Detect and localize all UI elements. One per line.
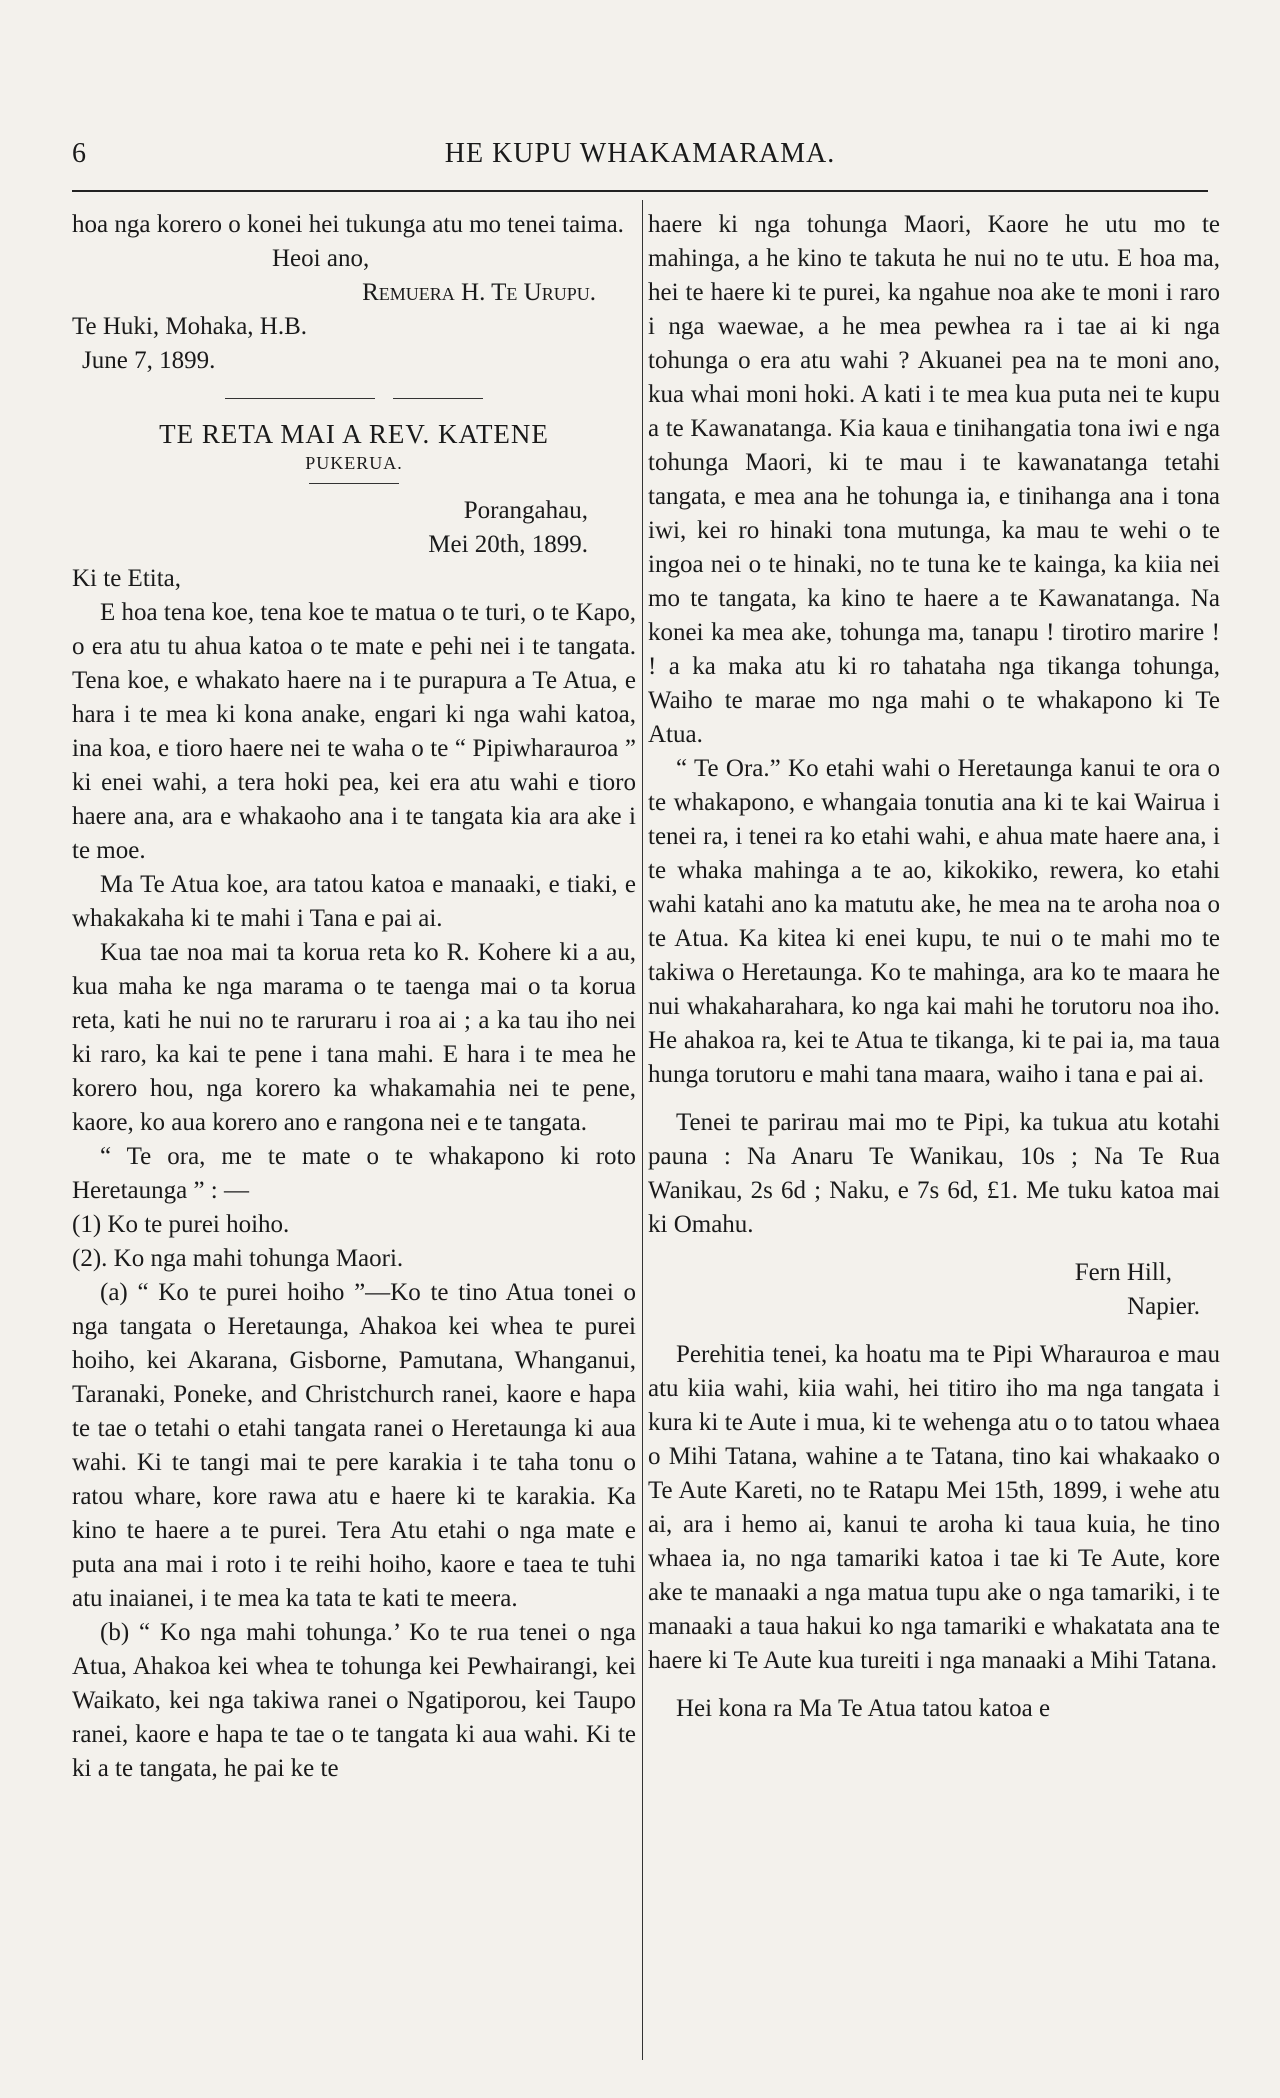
right-column <box>648 208 1220 1726</box>
sign-name: Remuera H. Te Urupu. <box>362 279 596 306</box>
paragraph: E hoa tena koe, tena koe te matua o te turi, o te Kapo, o era atu tu ahua katoa o te mate e pehi nei i te tangata. Tena koe, e whakato haere na i te purapura a Te Atua, e hara i te mea ki kona anake, engari ki nga wahi katoa, ina koa, e tioro haere nei te waha o te “ Pipiwharauroa ” ki enei wahi, a tera hoki pea, kei era atu wahi e tioro haere ana, ara e whakaoho ana i te tangata kia ara ake i te moe. <box>72 599 636 864</box>
subtitle-rule <box>309 483 399 484</box>
sign-place: Te Huki, Mohaka, H.B. <box>72 313 308 340</box>
paragraph: Kua tae noa mai ta korua reta ko R. Kohere ki a au, kua maha ke nga marama o te taenga mai o ta korua reta, kati he nui no te raruraru i roa ai ; a ka tau iho nei ki raro, ka kai te pene i tana mahi. E hara i te mea he korero hou, nga korero ka whakamahia nei te pene, kaore, ko aua korero ano e rangona nei e te tangata. <box>72 939 636 1136</box>
paragraph: hoa nga korero o konei hei tukunga atu mo tenei taima. <box>72 211 624 238</box>
sign-date: June 7, 1899. <box>82 347 216 374</box>
sign-town: Napier. <box>1127 1293 1200 1320</box>
header-rule <box>72 190 1208 192</box>
paragraph: (b) “ Ko nga mahi tohunga.’ Ko te rua tenei o nga Atua, Ahakoa kei whea te tohunga kei Pewhairangi, kei Waikato, kei nga takiwa ranei o Ngatiporou, kei Taupo ranei, kaore e hapa te tae o te tangata ki aua wahi. Ki te ki a te tangata, he pai ke te <box>72 1619 636 1782</box>
page-number: 6 <box>72 138 86 169</box>
list-item: (1) Ko te purei hoiho. <box>72 1211 290 1238</box>
paragraph: haere ki nga tohunga Maori, Kaore he utu mo te mahinga, a he kino te takuta he nui no te utu. E hoa ma, hei te haere ki te purei, ka ngahue noa ake te moni i raro i nga waewae, a he mea pewhea ra i tae ai ki nga tohunga o era atu wahi ? Akuanei pea na te moni ano, kua whai moni hoki. A kati i te mea kua puta nei te kupu a te Kawanatanga. Kia kaua e tinihangatia tona iwi e nga tohunga Maori, ki te mau i te kawanatanga tetahi tangata, e mea ana he tohunga ia, e tinihanga ana i tona iwi, kei ro hinaki tona mutunga, ka mau te wehi o te ingoa nei o te hinaki, no te tuna ke te kainga, ka kiia nei mo te tangata, ka kino te haere a te Kawanatanga. Na konei ka mea ake, tohunga ma, tanapu ! tirotiro marire ! ! a ka maka atu ki ro tahataha nga tikanga tohunga, Waiho te marae mo nga mahi o te whakapono ki Te Atua. <box>648 211 1220 748</box>
paragraph: “ Te Ora.” Ko etahi wahi o Heretaunga kanui te ora o te whakapono, e whangaia tonutia ana ki te kai Wairua i tenei ra, i tenei ra ko etahi wahi, e ahua mate haere ana, i te whaka mahinga a te ao, kikokiko, rewera, ko etahi wahi katahi ano ka matutu ake, he mea na te aroha noa o te Atua. Ka kitea ki enei kupu, te nui o te mahi mo te takiwa o Heretaunga. Ko te mahinga, ara ko te maara he nui whakaharahara, ko nga kai mahi he torutoru noa iho. He ahakoa ra, kei te Atua te tikanga, ki te pai ia, ma taua hunga torutoru e mahi tana maara, waiho i tana e pai ai. <box>648 755 1220 1088</box>
paragraph: (a) “ Ko te purei hoiho ”—Ko te tino Atua tonei o nga tangata o Heretaunga, Ahakoa kei whea te purei hoiho, kei Akarana, Gisborne, Pamutana, Whanganui, Taranaki, Poneke, and Christchurch ranei, kaore e hapa te tae o tetahi o etahi tangata ranei o Heretaunga ki aua wahi. Ki te tangi mai te pere karakia i te taha tonu o ratou whare, kore rawa atu e haere ki te karakia. Ka kino te haere a te purei. Tera Atu etahi o nga mate e puta ana mai i roto i te reihi hoiho, kaore e taea te tuhi atu inaianei, i te mea ka tata te kati te meera. <box>72 1279 636 1612</box>
paragraph: Tenei te parirau mai mo te Pipi, ka tukua atu kotahi pauna : Na Anaru Te Wanikau, 10s ; Na Te Rua Wanikau, 2s 6d ; Naku, e 7s 6d, £1. Me tuku katoa mai ki Omahu. <box>648 1109 1220 1238</box>
column-divider <box>642 200 643 2060</box>
paragraph: “ Te ora, me te mate o te whakapono ki roto Heretaunga ” : — <box>72 1143 636 1204</box>
section-subtitle: PUKERUA. <box>305 453 403 473</box>
paragraph: Perehitia tenei, ka hoatu ma te Pipi Wharauroa e mau atu kiia wahi, kiia wahi, hei titiro iho ma nga tangata i kura ki te Aute i mua, ki te wehenga atu o to tatou whaea o Mihi Tatana, wahine a te Tatana, tino kai whakaako o Te Aute Kareti, no te Ratapu Mei 15th, 1899, i wehe atu ai, ara i hemo ai, kanui te aroha ki taua kuia, he tino whaea ia, no nga tamariki katoa i tae ki Te Aute, kore ake te manaaki a nga matua tupu ake o nga tamariki, i te manaaki a taua hakui ko nga tamariki e whakatata ana te haere ki Te Aute kua tureiti i nga manaaki a Mihi Tatana. <box>648 1341 1220 1674</box>
page-header <box>72 138 1208 178</box>
address-place: Porangahau, <box>463 497 588 524</box>
sign-closing: Heoi ano, <box>272 245 370 272</box>
paragraph: Hei kona ra Ma Te Atua tatou katoa e <box>676 1695 1051 1722</box>
section-divider <box>72 398 636 399</box>
running-title: HE KUPU WHAKAMARAMA. <box>444 138 836 169</box>
list-item: (2). Ko nga mahi tohunga Maori. <box>72 1245 404 1272</box>
sign-place: Fern Hill, <box>1074 1259 1172 1286</box>
section-title: TE RETA MAI A REV. KATENE <box>159 419 549 449</box>
left-column <box>72 208 636 1786</box>
paragraph: Ma Te Atua koe, ara tatou katoa e manaaki, e tiaki, e whakakaha ki te mahi i Tana e pai ai. <box>72 871 636 932</box>
salutation: Ki te Etita, <box>72 565 181 592</box>
address-date: Mei 20th, 1899. <box>428 531 588 558</box>
